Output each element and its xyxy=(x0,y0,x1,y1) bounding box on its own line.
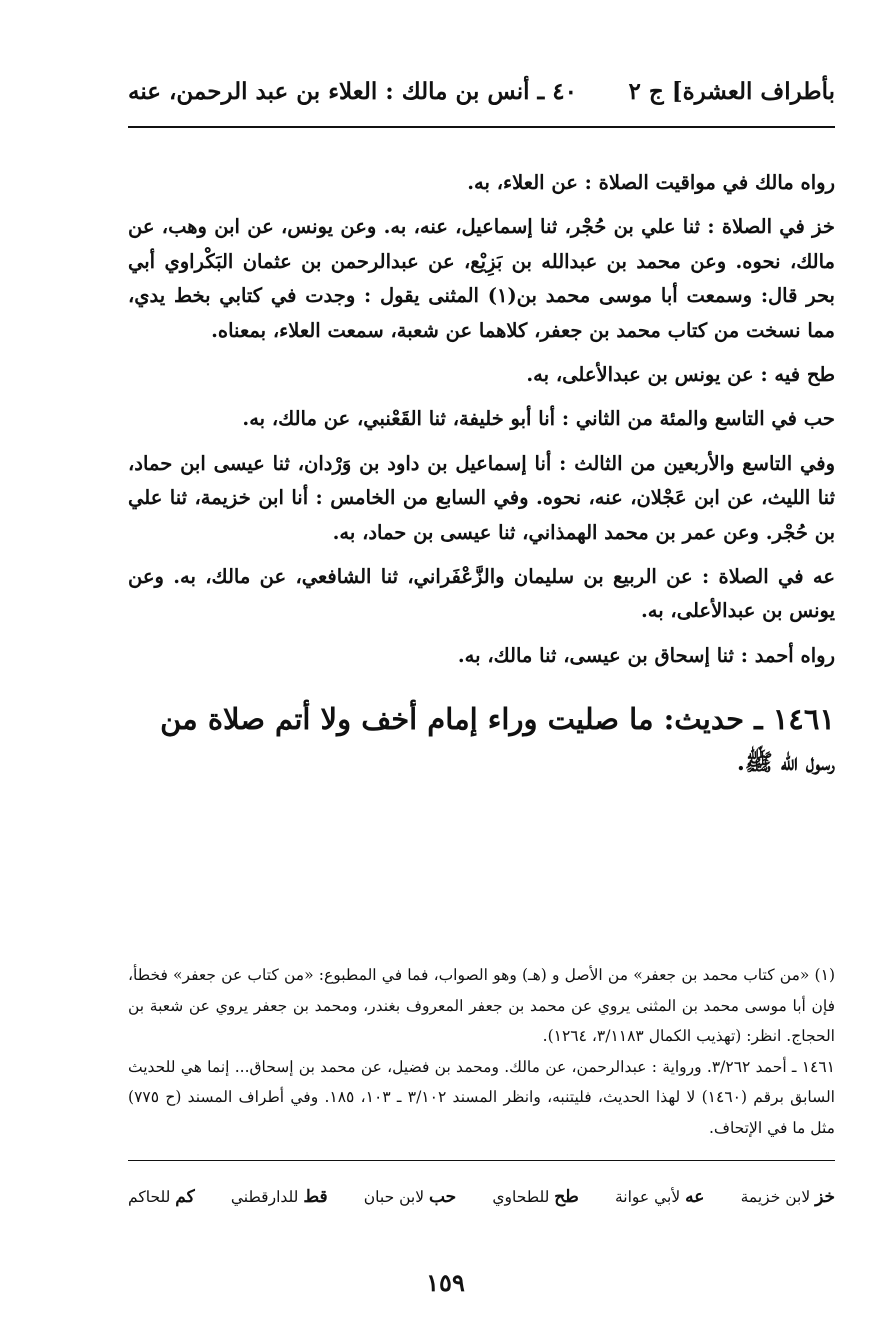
footnotes xyxy=(128,960,835,1143)
hadith-heading xyxy=(128,701,835,781)
running-title: بأطراف العشرة] ج ٢ xyxy=(628,78,835,105)
main-text xyxy=(128,166,835,781)
paragraph: رواه أحمد : ثنا إسحاق بن عيسى، ثنا مالك، به. xyxy=(457,643,835,667)
footnote: (١) «من كتاب محمد بن جعفر» من الأصل و (هـ) وهو الصواب، فما في المطبوع: «من كتاب عن جعفر» فخطأ، فإن أبا موسى محمد بن المثنى يروي عن محمد بن جعفر المعروف بغندر، ومحمد بن جعفر يروي عن شعبة بن الحجاج. انظر: (تهذيب الكمال ٣/١١٨٣، ١٢٦٤). xyxy=(128,966,835,1045)
footnote-divider xyxy=(128,1160,835,1161)
paragraph: وفي التاسع والأربعين من الثالث : أنا إسماعيل بن داود بن وَرْدان، ثنا عيسى ابن حماد، ثنا الليث، عن ابن عَجْلان، عنه، نحوه. وفي السابع من الخامس : أنا ابن خزيمة، ثنا علي بن حُجْر. وعن عمر بن محمد الهمذاني، ثنا عيسى بن حماد، به. xyxy=(128,451,835,544)
abbreviation-key xyxy=(128,1187,835,1207)
abbreviation-item: حب لابن حبان xyxy=(363,1187,457,1207)
hadith-heading-line1: ١٤٦١ ـ حديث: ما صليت وراء إمام أخف ولا أتم صلاة من xyxy=(160,702,835,737)
footnote: ١٤٦١ ـ أحمد ٣/٢٦٢. ورواية : عبدالرحمن، عن مالك. ومحمد بن فضيل، عن محمد بن إسحاق... إنما هي للحديث السابق برقم (١٤٦٠) لا لهذا الحديث، فليتنبه، وانظر المسند ٣/١٠٢ ـ ١٠٣، ١٨٥. وفي أطراف المسند (ح ٧٧٥) مثل ما في الإتحاف. xyxy=(128,1057,835,1137)
abbreviation-item: عه لأبي عوانة xyxy=(614,1187,705,1207)
paragraph: طح فيه : عن يونس بن عبدالأعلى، به. xyxy=(526,363,835,387)
paragraph: رواه مالك في مواقيت الصلاة : عن العلاء، به. xyxy=(467,171,835,194)
chapter-title: ٤٠ ـ أنس بن مالك : العلاء بن عبد الرحمن، عنه xyxy=(128,78,577,105)
hadith-heading-line2: رسول الله ﷺ. xyxy=(736,749,835,777)
page-number: ١٥٩ xyxy=(426,1268,465,1297)
abbreviation-item: طح للطحاوي xyxy=(492,1187,579,1207)
page-header xyxy=(128,78,835,118)
abbreviation-item: خز لابن خزيمة xyxy=(740,1187,835,1207)
paragraph: عه في الصلاة : عن الربيع بن سليمان والزَّعْفَراني، ثنا الشافعي، عن مالك، به. وعن يونس بن عبدالأعلى، به. xyxy=(128,565,835,623)
abbreviation-item: قط للدارقطني xyxy=(230,1187,328,1207)
header-divider xyxy=(128,126,835,128)
paragraph: حب في التاسع والمئة من الثاني : أنا أبو خليفة، ثنا القَعْنبي، عن مالك، به. xyxy=(242,407,835,431)
abbreviation-item: كم للحاكم xyxy=(128,1187,195,1207)
paragraph: خز في الصلاة : ثنا علي بن حُجْر، ثنا إسماعيل، عنه، به. وعن يونس، عن ابن وهب، عن مالك، نحوه. وعن محمد بن عبدالله بن بَزِيْع، عن عبدالرحمن بن عثمان البَكْراوي أبي بحر قال: وسمعت أبا موسى محمد بن(١) المثنى يقول : وجدت في كتابي بخط يدي، مما نسخت من كتاب محمد بن جعفر، كلاهما عن شعبة، سمعت العلاء، بمعناه. xyxy=(128,215,835,342)
